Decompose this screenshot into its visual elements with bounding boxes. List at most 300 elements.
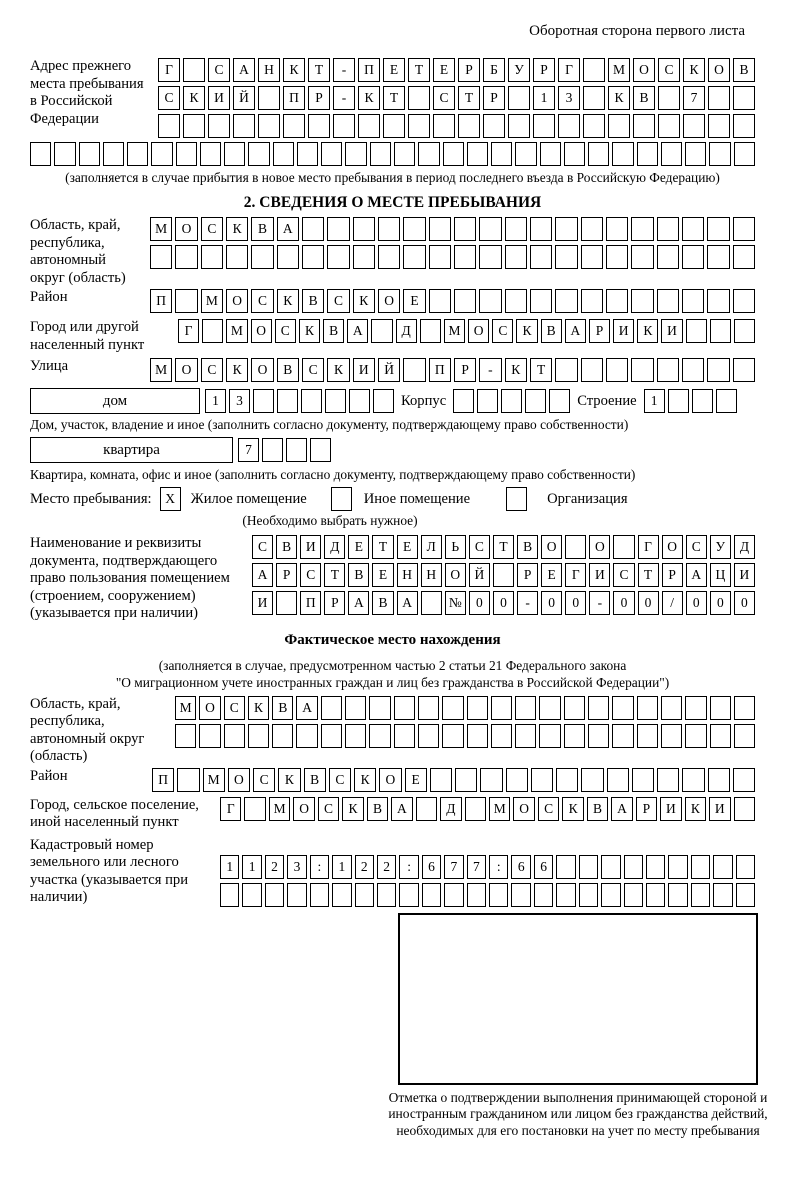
char-box[interactable] — [175, 724, 196, 748]
char-box[interactable]: К — [354, 768, 376, 792]
char-box[interactable]: : — [310, 855, 329, 879]
char-box[interactable] — [302, 245, 324, 269]
char-box[interactable] — [491, 696, 512, 720]
char-box[interactable] — [661, 696, 682, 720]
char-box[interactable] — [321, 142, 342, 166]
char-box[interactable]: А — [397, 591, 418, 615]
char-box[interactable] — [733, 217, 755, 241]
char-box[interactable] — [483, 114, 505, 138]
char-box[interactable] — [682, 358, 704, 382]
char-box[interactable]: 2 — [265, 855, 284, 879]
char-box[interactable]: П — [358, 58, 380, 82]
char-box[interactable] — [378, 245, 400, 269]
char-box[interactable]: В — [272, 696, 293, 720]
char-box[interactable]: 1 — [220, 855, 239, 879]
char-box[interactable] — [394, 142, 415, 166]
char-box[interactable]: С — [433, 86, 455, 110]
char-box[interactable]: : — [489, 855, 508, 879]
char-box[interactable] — [736, 883, 755, 907]
char-box[interactable] — [183, 58, 205, 82]
char-box[interactable]: И — [208, 86, 230, 110]
char-box[interactable] — [453, 389, 474, 413]
char-box[interactable]: 3 — [287, 855, 306, 879]
char-box[interactable] — [691, 883, 710, 907]
char-box[interactable] — [248, 724, 269, 748]
char-box[interactable] — [682, 217, 704, 241]
char-box[interactable]: - — [479, 358, 501, 382]
char-box[interactable] — [394, 696, 415, 720]
char-box[interactable] — [555, 358, 577, 382]
char-box[interactable]: С — [208, 58, 230, 82]
char-box[interactable]: К — [342, 797, 363, 821]
char-box[interactable]: И — [252, 591, 273, 615]
char-box[interactable] — [369, 696, 390, 720]
char-box[interactable] — [265, 883, 284, 907]
char-box[interactable]: К — [283, 58, 305, 82]
char-box[interactable]: М — [175, 696, 196, 720]
char-box[interactable] — [540, 142, 561, 166]
char-box[interactable]: 3 — [558, 86, 580, 110]
char-box[interactable] — [358, 114, 380, 138]
char-box[interactable] — [454, 245, 476, 269]
char-box[interactable] — [736, 855, 755, 879]
char-box[interactable] — [734, 319, 755, 343]
char-box[interactable]: Д — [734, 535, 755, 559]
char-box[interactable] — [508, 114, 530, 138]
char-box[interactable]: Й — [378, 358, 400, 382]
char-box[interactable] — [733, 114, 755, 138]
char-box[interactable]: 0 — [613, 591, 634, 615]
char-box[interactable] — [530, 217, 552, 241]
char-box[interactable] — [549, 389, 570, 413]
char-box[interactable] — [658, 114, 680, 138]
char-box[interactable]: 0 — [734, 591, 755, 615]
char-box[interactable] — [539, 696, 560, 720]
char-box[interactable] — [272, 724, 293, 748]
char-box[interactable]: - — [589, 591, 610, 615]
checkbox-other-premises[interactable] — [331, 487, 352, 511]
char-box[interactable]: Е — [403, 289, 425, 313]
char-box[interactable]: И — [660, 797, 681, 821]
char-box[interactable]: Р — [589, 319, 610, 343]
char-box[interactable] — [175, 245, 197, 269]
char-box[interactable] — [493, 563, 514, 587]
char-box[interactable] — [491, 724, 512, 748]
char-box[interactable]: У — [508, 58, 530, 82]
char-box[interactable]: Р — [533, 58, 555, 82]
char-box[interactable] — [555, 245, 577, 269]
char-box[interactable] — [713, 883, 732, 907]
char-box[interactable]: И — [300, 535, 321, 559]
char-box[interactable]: В — [251, 217, 273, 241]
char-box[interactable]: Т — [458, 86, 480, 110]
char-box[interactable] — [177, 768, 199, 792]
char-box[interactable]: Ь — [445, 535, 466, 559]
char-box[interactable] — [733, 245, 755, 269]
char-box[interactable] — [710, 319, 731, 343]
char-box[interactable]: 6 — [534, 855, 553, 879]
char-box[interactable] — [564, 142, 585, 166]
char-box[interactable] — [668, 883, 687, 907]
char-box[interactable]: А — [296, 696, 317, 720]
char-box[interactable] — [530, 245, 552, 269]
char-box[interactable]: С — [201, 217, 223, 241]
char-box[interactable] — [408, 86, 430, 110]
char-box[interactable]: С — [300, 563, 321, 587]
char-box[interactable] — [332, 883, 351, 907]
char-box[interactable]: Е — [383, 58, 405, 82]
char-box[interactable] — [606, 245, 628, 269]
char-box[interactable]: / — [662, 591, 683, 615]
char-box[interactable]: С — [275, 319, 296, 343]
char-box[interactable]: Д — [440, 797, 461, 821]
char-box[interactable] — [734, 797, 755, 821]
char-box[interactable] — [321, 724, 342, 748]
char-box[interactable] — [183, 114, 205, 138]
char-box[interactable] — [637, 696, 658, 720]
char-box[interactable]: Е — [348, 535, 369, 559]
char-box[interactable] — [418, 724, 439, 748]
char-box[interactable] — [302, 217, 324, 241]
char-box[interactable] — [150, 245, 172, 269]
char-box[interactable] — [733, 86, 755, 110]
char-box[interactable] — [383, 114, 405, 138]
char-box[interactable] — [508, 86, 530, 110]
char-box[interactable]: 0 — [710, 591, 731, 615]
char-box[interactable] — [325, 389, 346, 413]
char-box[interactable] — [565, 535, 586, 559]
char-box[interactable] — [631, 289, 653, 313]
char-box[interactable] — [244, 797, 265, 821]
char-box[interactable]: В — [277, 358, 299, 382]
char-box[interactable]: П — [300, 591, 321, 615]
char-box[interactable] — [345, 696, 366, 720]
char-box[interactable]: О — [633, 58, 655, 82]
char-box[interactable]: Е — [372, 563, 393, 587]
char-box[interactable]: К — [358, 86, 380, 110]
char-box[interactable] — [202, 319, 223, 343]
char-box[interactable]: А — [347, 319, 368, 343]
char-box[interactable] — [103, 142, 124, 166]
char-box[interactable]: И — [709, 797, 730, 821]
char-box[interactable] — [399, 883, 418, 907]
char-box[interactable] — [556, 768, 578, 792]
char-box[interactable]: Т — [308, 58, 330, 82]
char-box[interactable]: О — [445, 563, 466, 587]
char-box[interactable]: С — [327, 289, 349, 313]
char-box[interactable] — [708, 114, 730, 138]
char-box[interactable]: Р — [324, 591, 345, 615]
char-box[interactable] — [421, 591, 442, 615]
char-box[interactable]: О — [293, 797, 314, 821]
char-box[interactable]: 1 — [533, 86, 555, 110]
char-box[interactable] — [691, 855, 710, 879]
char-box[interactable]: 1 — [205, 389, 226, 413]
char-box[interactable] — [327, 217, 349, 241]
char-box[interactable]: Г — [220, 797, 241, 821]
char-box[interactable] — [253, 389, 274, 413]
char-box[interactable] — [668, 855, 687, 879]
char-box[interactable]: Е — [405, 768, 427, 792]
char-box[interactable] — [661, 142, 682, 166]
char-box[interactable]: П — [152, 768, 174, 792]
char-box[interactable] — [251, 245, 273, 269]
char-box[interactable] — [682, 245, 704, 269]
char-box[interactable] — [373, 389, 394, 413]
char-box[interactable]: Т — [383, 86, 405, 110]
char-box[interactable] — [583, 86, 605, 110]
char-box[interactable]: Н — [258, 58, 280, 82]
char-box[interactable] — [686, 319, 707, 343]
char-box[interactable] — [733, 358, 755, 382]
char-box[interactable]: Л — [421, 535, 442, 559]
char-box[interactable] — [685, 724, 706, 748]
char-box[interactable] — [371, 319, 392, 343]
char-box[interactable] — [30, 142, 51, 166]
char-box[interactable]: К — [516, 319, 537, 343]
char-box[interactable]: О — [589, 535, 610, 559]
char-box[interactable] — [657, 768, 679, 792]
char-box[interactable]: Т — [530, 358, 552, 382]
char-box[interactable] — [369, 724, 390, 748]
char-box[interactable]: В — [372, 591, 393, 615]
char-box[interactable]: В — [541, 319, 562, 343]
char-box[interactable]: Т — [493, 535, 514, 559]
char-box[interactable]: 1 — [242, 855, 261, 879]
char-box[interactable]: В — [517, 535, 538, 559]
char-box[interactable]: Е — [433, 58, 455, 82]
char-box[interactable] — [408, 114, 430, 138]
char-box[interactable] — [455, 768, 477, 792]
char-box[interactable]: А — [277, 217, 299, 241]
char-box[interactable] — [657, 358, 679, 382]
char-box[interactable] — [353, 217, 375, 241]
char-box[interactable] — [355, 883, 374, 907]
char-box[interactable]: Р — [483, 86, 505, 110]
char-box[interactable]: О — [199, 696, 220, 720]
char-box[interactable]: 6 — [422, 855, 441, 879]
char-box[interactable] — [262, 438, 283, 462]
char-box[interactable]: : — [399, 855, 418, 879]
char-box[interactable]: О — [251, 358, 273, 382]
char-box[interactable]: О — [662, 535, 683, 559]
char-box[interactable] — [637, 142, 658, 166]
char-box[interactable]: 7 — [238, 438, 259, 462]
char-box[interactable] — [403, 358, 425, 382]
char-box[interactable]: С — [251, 289, 273, 313]
char-box[interactable]: Р — [308, 86, 330, 110]
char-box[interactable]: М — [444, 319, 465, 343]
char-box[interactable]: 7 — [683, 86, 705, 110]
char-box[interactable]: В — [633, 86, 655, 110]
char-box[interactable] — [248, 142, 269, 166]
char-box[interactable] — [286, 438, 307, 462]
char-box[interactable]: С — [329, 768, 351, 792]
char-box[interactable]: М — [203, 768, 225, 792]
char-box[interactable] — [564, 696, 585, 720]
char-box[interactable]: О — [708, 58, 730, 82]
char-box[interactable] — [685, 696, 706, 720]
char-box[interactable] — [515, 696, 536, 720]
char-box[interactable] — [558, 114, 580, 138]
char-box[interactable]: М — [201, 289, 223, 313]
char-box[interactable] — [606, 358, 628, 382]
char-box[interactable]: М — [608, 58, 630, 82]
char-box[interactable] — [601, 883, 620, 907]
char-box[interactable]: М — [489, 797, 510, 821]
char-box[interactable]: К — [353, 289, 375, 313]
char-box[interactable]: О — [379, 768, 401, 792]
char-box[interactable] — [479, 217, 501, 241]
char-box[interactable]: В — [304, 768, 326, 792]
char-box[interactable] — [707, 358, 729, 382]
char-box[interactable] — [349, 389, 370, 413]
char-box[interactable]: Е — [397, 535, 418, 559]
char-box[interactable] — [683, 114, 705, 138]
char-box[interactable] — [534, 883, 553, 907]
char-box[interactable] — [258, 86, 280, 110]
char-box[interactable] — [479, 289, 501, 313]
char-box[interactable]: О — [251, 319, 272, 343]
char-box[interactable] — [613, 535, 634, 559]
char-box[interactable] — [506, 768, 528, 792]
char-box[interactable] — [612, 142, 633, 166]
char-box[interactable] — [54, 142, 75, 166]
char-box[interactable]: К — [637, 319, 658, 343]
char-box[interactable]: В — [302, 289, 324, 313]
char-box[interactable] — [588, 696, 609, 720]
char-box[interactable] — [151, 142, 172, 166]
char-box[interactable] — [601, 855, 620, 879]
char-box[interactable]: А — [686, 563, 707, 587]
char-box[interactable] — [201, 245, 223, 269]
char-box[interactable]: Д — [324, 535, 345, 559]
char-box[interactable]: К — [505, 358, 527, 382]
char-box[interactable] — [454, 217, 476, 241]
char-box[interactable]: Г — [158, 58, 180, 82]
char-box[interactable] — [258, 114, 280, 138]
char-box[interactable] — [501, 389, 522, 413]
char-box[interactable]: Е — [541, 563, 562, 587]
char-box[interactable]: О — [468, 319, 489, 343]
char-box[interactable]: 0 — [565, 591, 586, 615]
char-box[interactable] — [682, 768, 704, 792]
char-box[interactable]: 2 — [377, 855, 396, 879]
char-box[interactable] — [710, 724, 731, 748]
char-box[interactable] — [581, 217, 603, 241]
char-box[interactable]: С — [658, 58, 680, 82]
char-box[interactable] — [583, 58, 605, 82]
char-box[interactable]: 7 — [467, 855, 486, 879]
char-box[interactable]: № — [445, 591, 466, 615]
char-box[interactable] — [716, 389, 737, 413]
char-box[interactable]: У — [710, 535, 731, 559]
char-box[interactable] — [345, 142, 366, 166]
char-box[interactable] — [515, 142, 536, 166]
char-box[interactable] — [283, 114, 305, 138]
char-box[interactable] — [429, 217, 451, 241]
char-box[interactable]: О — [226, 289, 248, 313]
char-box[interactable]: А — [565, 319, 586, 343]
char-box[interactable]: К — [183, 86, 205, 110]
char-box[interactable]: 0 — [541, 591, 562, 615]
char-box[interactable] — [530, 289, 552, 313]
char-box[interactable]: А — [233, 58, 255, 82]
char-box[interactable] — [734, 696, 755, 720]
char-box[interactable]: Р — [276, 563, 297, 587]
char-box[interactable]: Д — [396, 319, 417, 343]
char-box[interactable]: М — [226, 319, 247, 343]
char-box[interactable] — [377, 883, 396, 907]
char-box[interactable]: С — [201, 358, 223, 382]
char-box[interactable]: - — [517, 591, 538, 615]
char-box[interactable] — [489, 883, 508, 907]
char-box[interactable] — [420, 319, 441, 343]
char-box[interactable]: С — [469, 535, 490, 559]
char-box[interactable] — [668, 389, 689, 413]
char-box[interactable] — [277, 245, 299, 269]
char-box[interactable] — [612, 696, 633, 720]
char-box[interactable] — [418, 696, 439, 720]
char-box[interactable] — [657, 289, 679, 313]
char-box[interactable]: К — [226, 217, 248, 241]
char-box[interactable] — [442, 696, 463, 720]
char-box[interactable] — [79, 142, 100, 166]
char-box[interactable] — [631, 358, 653, 382]
char-box[interactable] — [713, 855, 732, 879]
char-box[interactable]: О — [378, 289, 400, 313]
char-box[interactable]: С — [318, 797, 339, 821]
char-box[interactable] — [403, 217, 425, 241]
char-box[interactable]: А — [391, 797, 412, 821]
char-box[interactable] — [297, 142, 318, 166]
char-box[interactable] — [418, 142, 439, 166]
char-box[interactable] — [433, 114, 455, 138]
char-box[interactable] — [708, 768, 730, 792]
char-box[interactable] — [321, 696, 342, 720]
char-box[interactable]: М — [150, 358, 172, 382]
char-box[interactable] — [430, 768, 452, 792]
char-box[interactable] — [127, 142, 148, 166]
char-box[interactable]: В — [323, 319, 344, 343]
char-box[interactable] — [442, 724, 463, 748]
char-box[interactable] — [646, 855, 665, 879]
char-box[interactable] — [607, 768, 629, 792]
char-box[interactable] — [581, 358, 603, 382]
char-box[interactable] — [505, 289, 527, 313]
char-box[interactable]: К — [562, 797, 583, 821]
char-box[interactable] — [465, 797, 486, 821]
char-box[interactable]: К — [248, 696, 269, 720]
char-box[interactable]: 0 — [493, 591, 514, 615]
char-box[interactable]: 0 — [638, 591, 659, 615]
char-box[interactable]: С — [158, 86, 180, 110]
char-box[interactable]: 1 — [332, 855, 351, 879]
char-box[interactable]: В — [733, 58, 755, 82]
char-box[interactable]: Г — [565, 563, 586, 587]
char-box[interactable]: К — [327, 358, 349, 382]
char-box[interactable] — [310, 883, 329, 907]
char-box[interactable] — [515, 724, 536, 748]
char-box[interactable]: Т — [372, 535, 393, 559]
char-box[interactable] — [477, 389, 498, 413]
char-box[interactable] — [556, 883, 575, 907]
char-box[interactable] — [444, 883, 463, 907]
char-box[interactable]: К — [683, 58, 705, 82]
char-box[interactable] — [333, 114, 355, 138]
char-box[interactable] — [657, 217, 679, 241]
char-box[interactable] — [458, 114, 480, 138]
